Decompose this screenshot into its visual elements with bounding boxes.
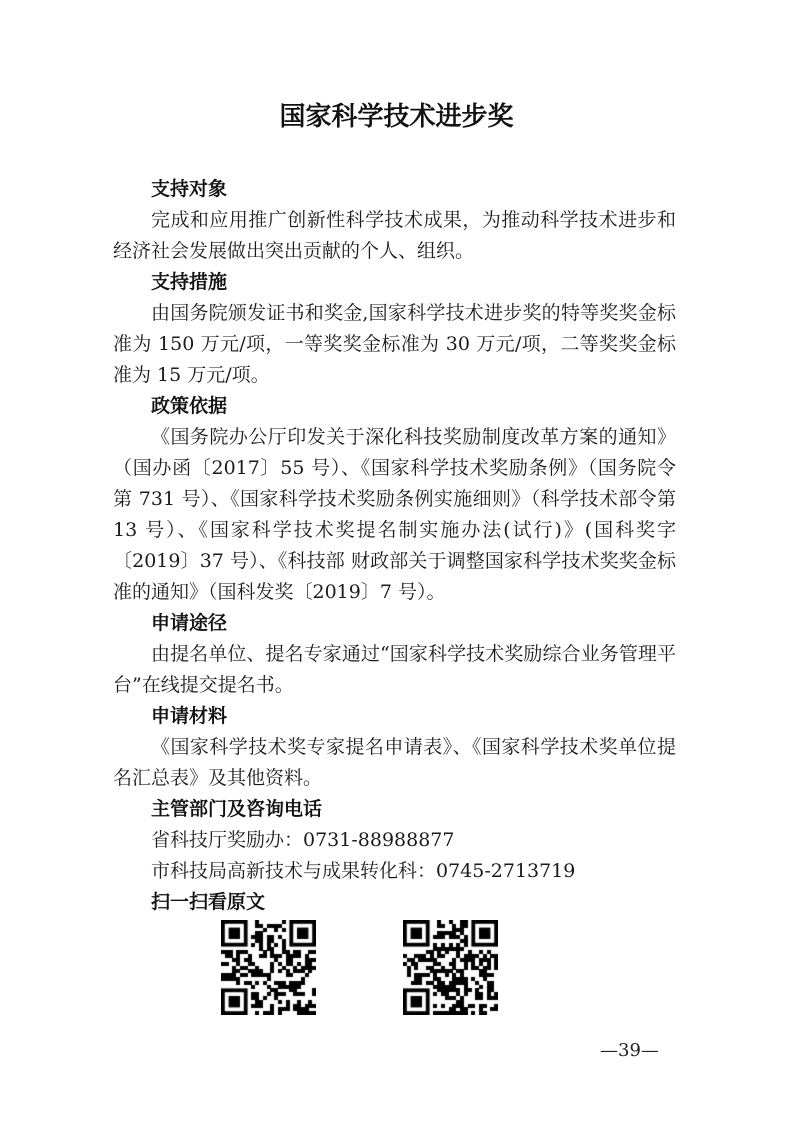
section-policy-basis bbox=[113, 391, 676, 608]
section-heading-department-contacts: 主管部门及咨询电话 bbox=[151, 799, 323, 820]
contact-provincial-award-office: 省科技厅奖励办：0731-88988877 bbox=[151, 829, 455, 851]
section-heading-scan-qr: 扫一扫看原文 bbox=[151, 892, 266, 913]
contact-city-hightech-division: 市科技局高新技术与成果转化科：0745-2713719 bbox=[151, 860, 576, 882]
paragraph-support-measures: 由国务院颁发证书和奖金,国家科学技术进步奖的特等奖奖金标准为 150 万元/项，一等奖奖金标准为 30 万元/项，二等奖奖金标准为 15 万元/项。 bbox=[113, 302, 676, 386]
section-scan-qr bbox=[113, 887, 676, 1015]
qr-code-icon bbox=[403, 920, 498, 1015]
page-title: 国家科学技术进步奖 bbox=[279, 102, 514, 132]
qr-code-row bbox=[221, 920, 676, 1015]
section-heading-support-measures: 支持措施 bbox=[151, 272, 228, 293]
section-application-channel bbox=[113, 608, 676, 701]
section-support-target bbox=[113, 174, 676, 267]
section-support-measures bbox=[113, 267, 676, 391]
section-heading-support-target: 支持对象 bbox=[151, 179, 228, 200]
section-application-materials bbox=[113, 701, 676, 794]
document-body bbox=[113, 174, 676, 1015]
section-heading-application-materials: 申请材料 bbox=[151, 706, 228, 727]
paragraph-application-channel: 由提名单位、提名专家通过“国家科学技术奖励综合业务管理平台”在线提交提名书。 bbox=[113, 643, 676, 696]
paragraph-support-target: 完成和应用推广创新性科学技术成果，为推动科学技术进步和经济社会发展做出突出贡献的个人、组织。 bbox=[113, 209, 676, 262]
paragraph-policy-basis: 《国务院办公厅印发关于深化科技奖励制度改革方案的通知》（国办函〔2017〕55 号）、《国家科学技术奖励条例》（国务院令第 731 号）、《国家科学技术奖励条例实施细则》（科学技术部令第 13 号）、《国家科学技术奖提名制实施办法(试行)》(国科奖字〔2019〕37 号）、《科技部 财政部关于调整国家科学技术奖奖金标准的通知》（国科发奖〔2019〕7 号）。 bbox=[113, 426, 676, 603]
qr-code-icon bbox=[221, 920, 316, 1015]
section-department-contacts bbox=[113, 794, 676, 887]
section-heading-application-channel: 申请途径 bbox=[151, 613, 228, 634]
section-heading-policy-basis: 政策依据 bbox=[151, 396, 228, 417]
paragraph-application-materials: 《国家科学技术奖专家提名申请表》、《国家科学技术奖单位提名汇总表》及其他资料。 bbox=[113, 736, 676, 789]
page-number: —39— bbox=[600, 1040, 659, 1061]
